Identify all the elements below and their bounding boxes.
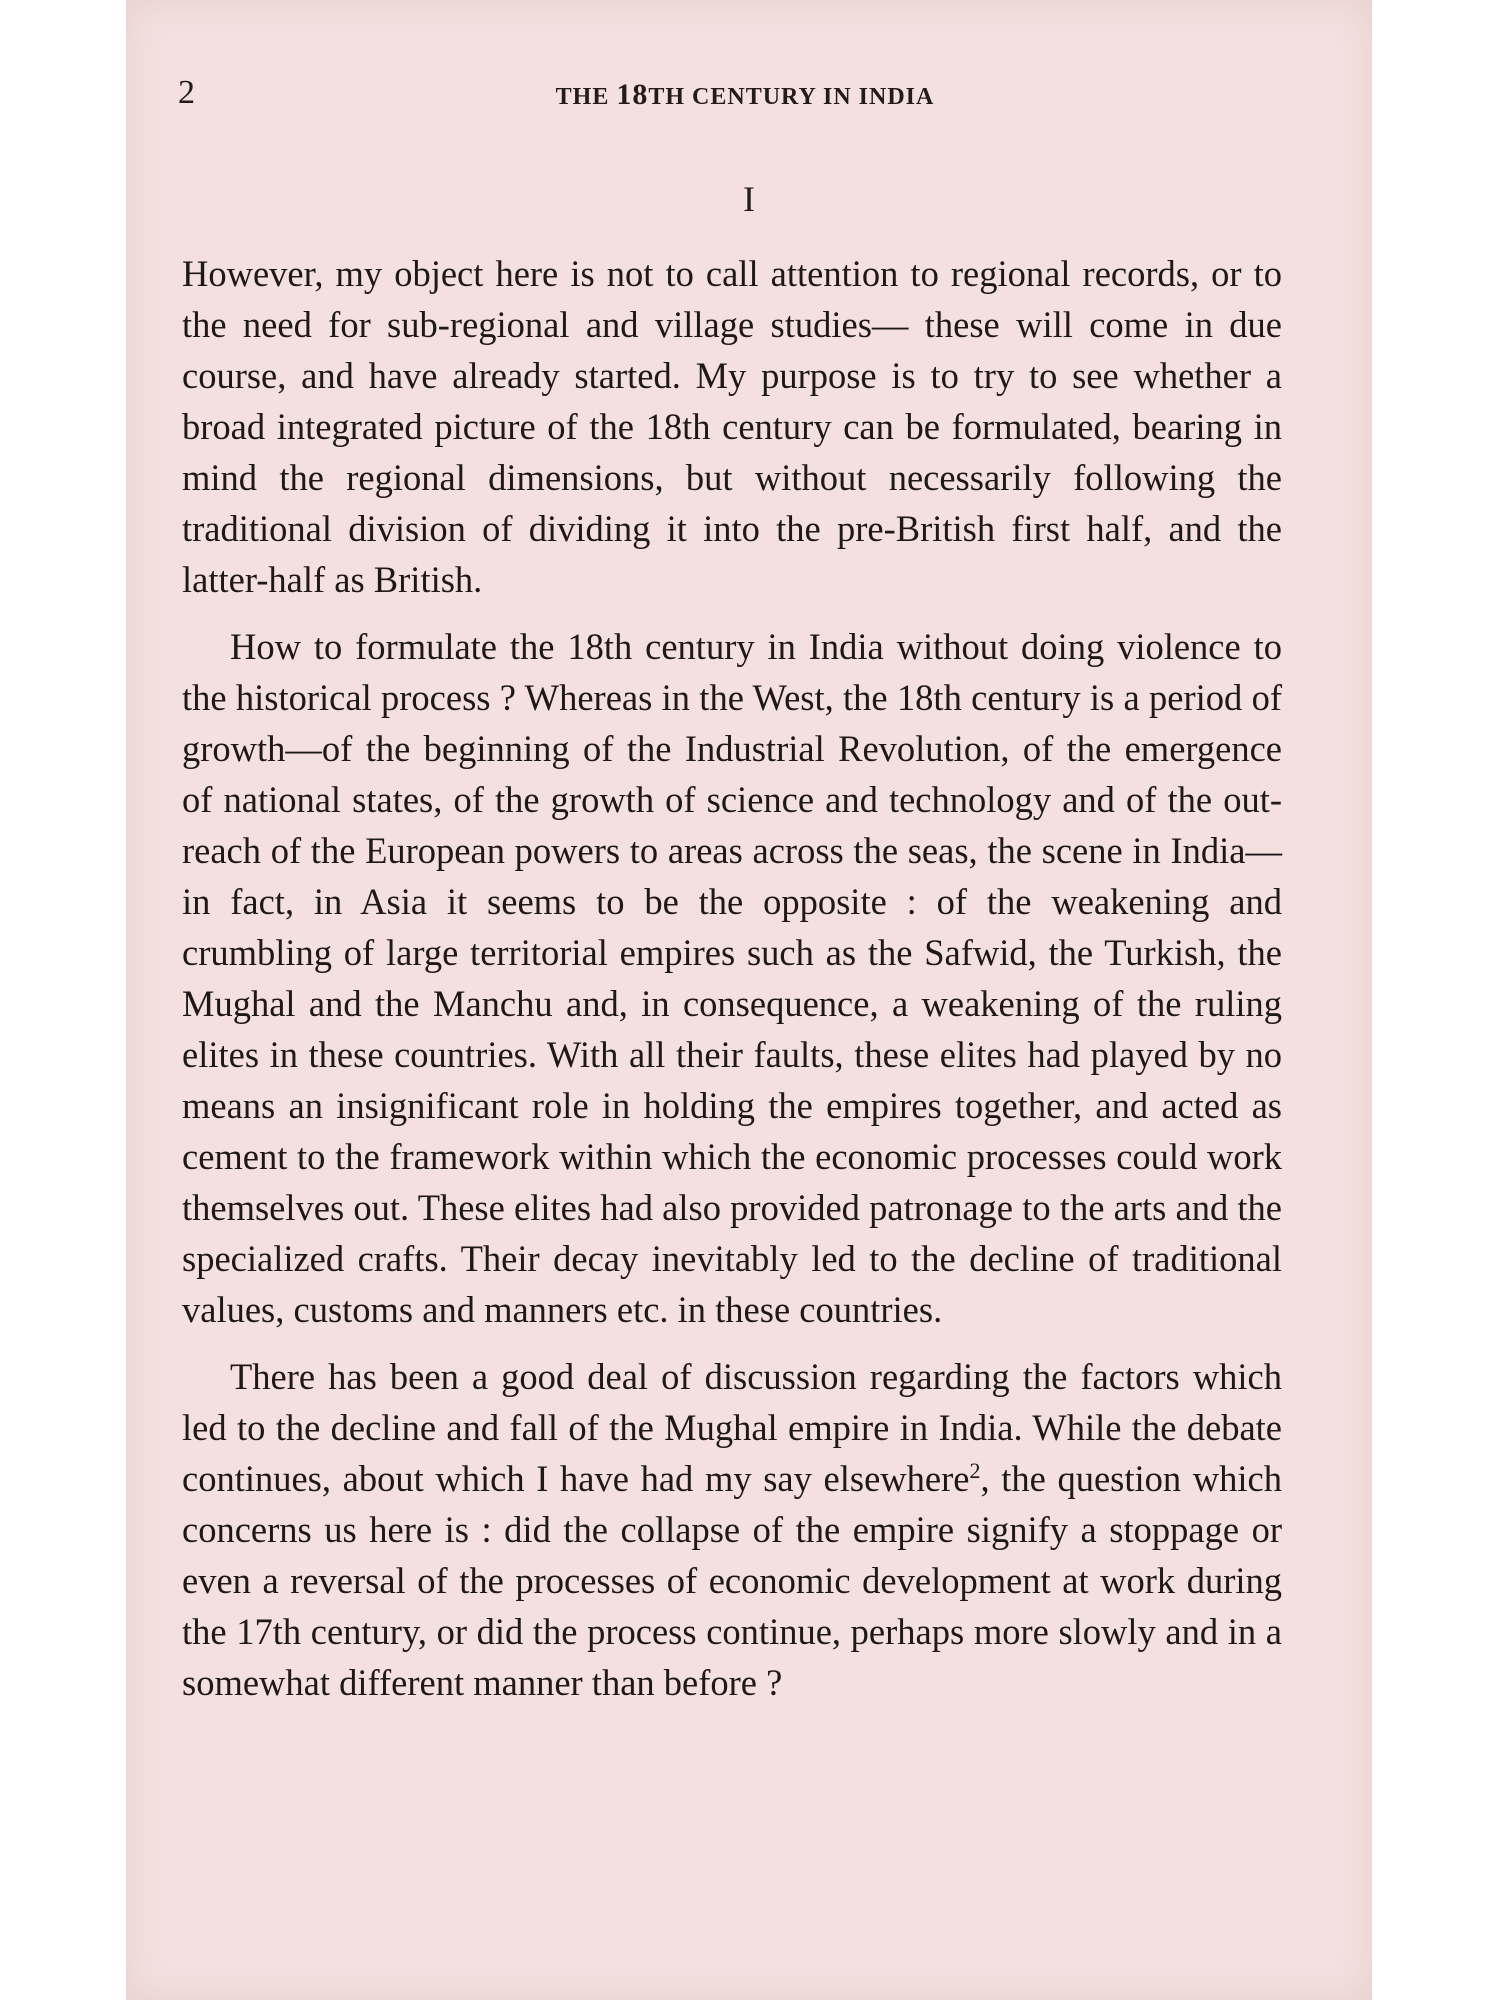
paragraph-2: How to formulate the 18th century in India without doing violence to the historical process ? Whereas in the West, the 18th century is a period of growth—of the beginning of the Industrial Revolution, of the emergence of national states, of the growth of science and technology and of the out-reach of the European powers to areas across the seas, the scene in India—in fact, in Asia it seems to be the opposite : of the weakening and crumbling of large territorial empires such as the Safwid, the Turkish, the Mughal and the Manchu and, in consequence, a weakening of the ruling elites in these countries. With all their faults, these elites had played by no means an insignificant role in holding the empires together, and acted as cement to the framework within which the economic processes could work themselves out. These elites had also provided patronage to the arts and the specialized crafts. Their decay inevitably led to the decline of traditional values, customs and manners etc. in these countries. <box>182 626 1282 1330</box>
section-number: I <box>743 179 755 219</box>
paragraph-3-text-after: , the question which concerns us here is : did the collapse of the empire signify a stoppage or even a reversal of the processes of economic development at work during the 17th century, or did the process continue, perhaps more slowly and in a somewhat different manner than before ? <box>182 1458 1282 1703</box>
running-head-pre: THE <box>555 84 617 110</box>
page-number: 2 <box>178 74 195 111</box>
running-head-number: 18 <box>616 78 649 111</box>
paragraph-3-text-before: There has been a good deal of discussion regarding the factors which led to the decline and fall of the Mughal empire in India. While the debate continues, about which I have had my say elsewhere <box>182 1356 1282 1499</box>
paragraph-3 <box>182 1351 1282 1708</box>
running-head-post: TH CENTURY IN INDIA <box>648 84 935 110</box>
page-header <box>178 74 1312 118</box>
running-head <box>178 78 1312 112</box>
footnote-marker[interactable]: 2 <box>969 1457 981 1483</box>
body-text <box>182 248 1282 1724</box>
paragraph-1: However, my object here is not to call attention to regional records, or to the need for sub-regional and village studies— these will come in due course, and have already started. My purpose is to try to see whether a broad integrated picture of the 18th century can be formulated, bearing in mind the regional dimensions, but without necessarily following the traditional division of dividing it into the pre-British first half, and the latter-half as British. <box>182 253 1282 600</box>
book-page <box>126 0 1372 2000</box>
